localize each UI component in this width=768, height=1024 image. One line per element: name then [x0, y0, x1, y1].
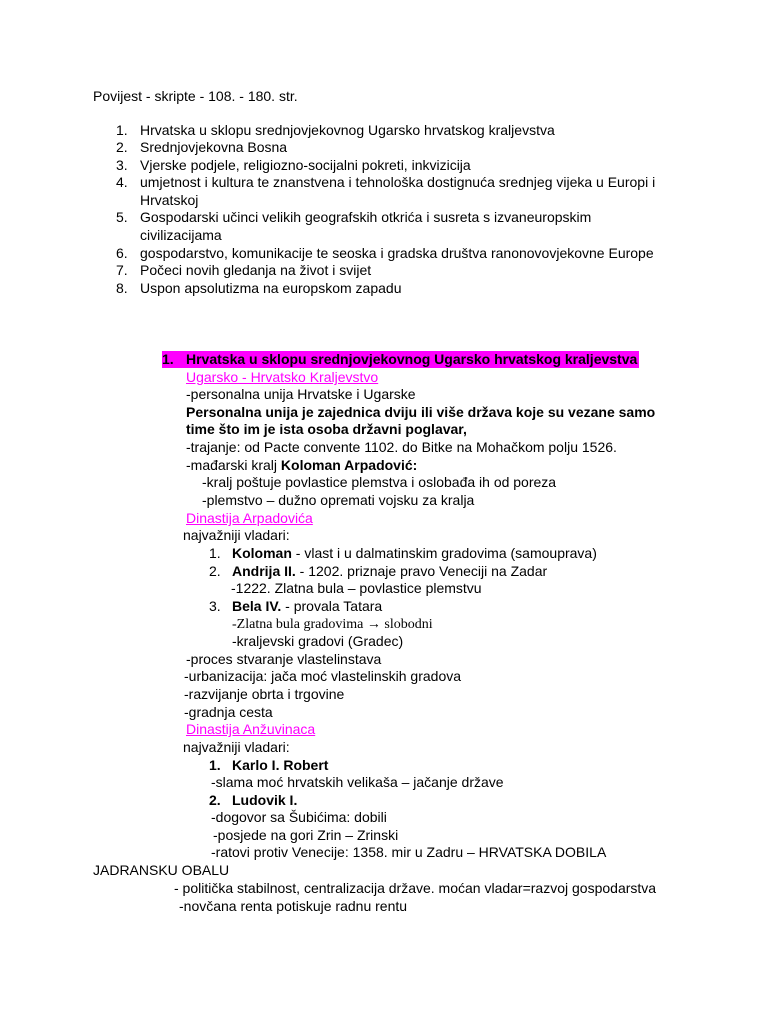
toc-item [116, 139, 287, 156]
subheading-dynasty-arpadovici: Dinastija Arpadovića [186, 510, 313, 526]
document-header: Povijest - skripte - 108. - 180. str. [93, 88, 298, 104]
king-prefix: -mađarski kralj [186, 457, 281, 473]
note-line: -novčana renta potiskuje radnu rentu [179, 898, 408, 914]
ruler-item [209, 792, 297, 809]
ruler-item [209, 563, 547, 580]
toc-number: 6. [116, 245, 128, 261]
section-number: 1. [162, 351, 174, 367]
note-line: -kralj poštuje povlastice plemstva i oslobađa ih od poreza [202, 474, 557, 490]
section-heading [162, 351, 639, 368]
toc-number: 8. [116, 280, 128, 296]
toc-text: Počeci novih gledanja na život i svijet [140, 262, 372, 278]
ruler-name: Bela IV. [232, 598, 282, 614]
ruler-number: 3. [209, 598, 221, 614]
ruler-number: 2. [209, 792, 221, 808]
note-line: -kraljevski gradovi (Gradec) [232, 633, 404, 649]
rulers-label: najvažniji vladari: [183, 527, 290, 543]
toc-item [116, 157, 471, 174]
toc-item [116, 245, 654, 262]
note-line: -plemstvo – dužno opremati vojsku za kralja [202, 492, 475, 508]
note-line: -personalna unija Hrvatske i Ugarske [186, 386, 416, 402]
toc-number: 7. [116, 262, 128, 278]
toc-number: 1. [116, 122, 128, 138]
note-line: - politička stabilnost, centralizacija države. moćan vladar=razvoj gospodarstva [174, 880, 657, 896]
toc-text-continuation: civilizacijama [140, 227, 222, 243]
ruler-name: Karlo I. Robert [232, 757, 329, 773]
ruler-name: Koloman [232, 545, 292, 561]
note-line: -gradnja cesta [184, 704, 273, 720]
toc-item [116, 174, 655, 191]
toc-text: umjetnost i kultura te znanstvena i tehnološka dostignuća srednjeg vijeka u Europi i [140, 174, 656, 190]
ruler-number: 1. [209, 545, 221, 561]
ruler-name: Andrija II. [232, 563, 296, 579]
toc-number: 5. [116, 209, 128, 225]
toc-text-continuation: Hrvatskoj [140, 192, 199, 208]
note-line: -ratovi protiv Venecije: 1358. mir u Zadru – HRVATSKA DOBILA [211, 844, 607, 860]
toc-text: Gospodarski učinci velikih geografskih otkrića i susreta s izvaneuropskim [140, 209, 592, 225]
toc-text: Uspon apsolutizma na europskom zapadu [140, 280, 402, 296]
toc-item [116, 262, 371, 279]
ruler-text: - 1202. priznaje pravo Veneciji na Zadar [295, 563, 548, 579]
note-line: -razvijanje obrta i trgovine [184, 686, 345, 702]
king-line [186, 457, 417, 474]
toc-number: 2. [116, 139, 128, 155]
note-line: -slama moć hrvatskih velikaša – jačanje države [211, 774, 504, 790]
section-title: Hrvatska u sklopu srednjovjekovnog Ugarsko hrvatskog kraljevstva [186, 351, 638, 367]
toc-number: 4. [116, 174, 128, 190]
toc-text: Srednjovjekovna Bosna [140, 139, 288, 155]
toc-text: gospodarstvo, komunikacije te seoska i gradska društva ranonovovjekovne Europe [140, 245, 654, 261]
ruler-number: 2. [209, 563, 221, 579]
ruler-item [209, 598, 382, 615]
note-line: -1222. Zlatna bula – povlastice plemstvu [231, 580, 482, 596]
note-line: -dogovor sa Šubićima: dobili [211, 809, 387, 825]
ruler-number: 1. [209, 757, 221, 773]
ruler-item [209, 545, 597, 562]
toc-item [116, 280, 402, 297]
toc-text: Vjerske podjele, religiozno-socijalni pokreti, inkvizicija [140, 157, 471, 173]
note-line: -trajanje: od Pacte convente 1102. do Bitke na Mohačkom polju 1526. [186, 439, 617, 455]
rulers-label: najvažniji vladari: [183, 739, 290, 755]
king-name: Koloman Arpadović: [280, 457, 418, 473]
toc-text: Hrvatska u sklopu srednjovjekovnog Ugarsko hrvatskog kraljevstva [140, 122, 555, 138]
toc-number: 3. [116, 157, 128, 173]
ruler-name: Ludovik I. [232, 792, 298, 808]
subheading-dynasty-anzuvinci: Dinastija Anžuvinaca [186, 721, 316, 737]
definition-line: time što im je ista osoba državni poglavar, [186, 421, 467, 437]
ruler-text: - vlast i u dalmatinskim gradovima (samouprava) [291, 545, 597, 561]
note-line: JADRANSKU OBALU [93, 862, 230, 878]
definition-line: Personalna unija je zajednica dviju ili više država koje su vezane samo [186, 404, 656, 420]
note-line: -Zlatna bula gradovima → slobodni [232, 617, 433, 632]
toc-item [116, 209, 591, 226]
toc-item [116, 122, 555, 139]
note-line: -urbanizacija: jača moć vlastelinskih gradova [184, 668, 462, 684]
ruler-item [209, 757, 328, 774]
subheading-ugarsko-hrvatsko: Ugarsko - Hrvatsko Kraljevstvo [186, 369, 379, 385]
note-line: -proces stvaranje vlastelinstava [186, 651, 382, 667]
ruler-text: - provala Tatara [281, 598, 383, 614]
note-line: -posjede na gori Zrin – Zrinski [213, 827, 399, 843]
